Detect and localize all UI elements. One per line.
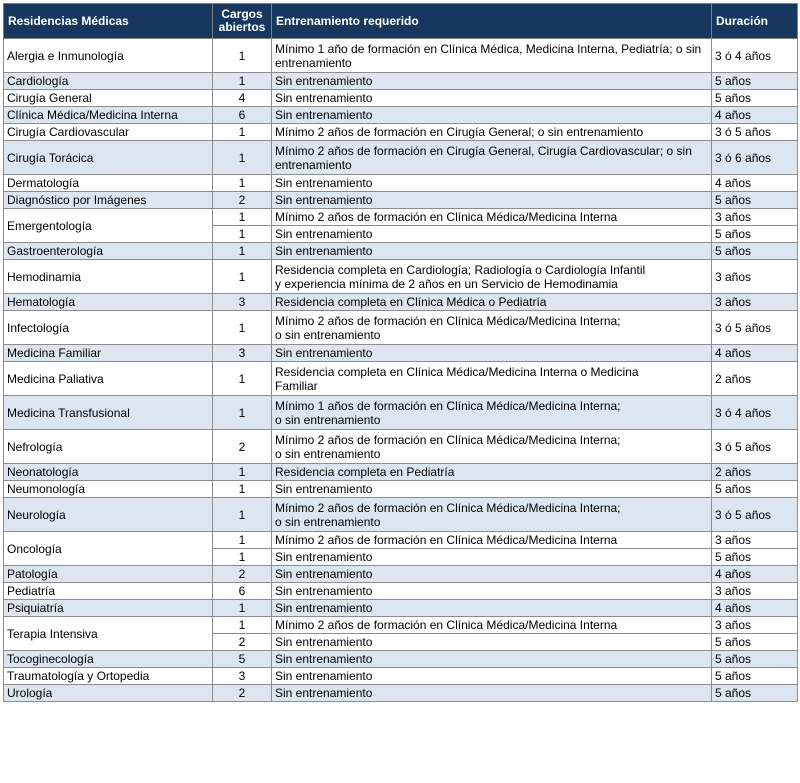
residency-name-cell: Gastroenterología xyxy=(4,243,213,260)
duration-cell: 5 años xyxy=(712,192,798,209)
table-row xyxy=(4,498,798,532)
training-cell: Residencia completa en Clínica Médica o Pediatría xyxy=(272,294,712,311)
training-cell: Sin entrenamiento xyxy=(272,107,712,124)
training-cell: Sin entrenamiento xyxy=(272,90,712,107)
residency-name-cell: Hematología xyxy=(4,294,213,311)
positions-cell: 2 xyxy=(213,430,272,464)
duration-cell: 3 años xyxy=(712,617,798,634)
duration-cell: 5 años xyxy=(712,549,798,566)
positions-cell: 6 xyxy=(213,583,272,600)
table-row xyxy=(4,39,798,73)
training-cell: Sin entrenamiento xyxy=(272,583,712,600)
residency-name-cell: Diagnóstico por Imágenes xyxy=(4,192,213,209)
residencies-table xyxy=(3,3,798,702)
table-row xyxy=(4,124,798,141)
positions-cell: 1 xyxy=(213,600,272,617)
positions-cell: 1 xyxy=(213,209,272,226)
table-row xyxy=(4,141,798,175)
duration-cell: 3 años xyxy=(712,532,798,549)
duration-cell: 3 ó 4 años xyxy=(712,396,798,430)
positions-cell: 1 xyxy=(213,260,272,294)
residency-name-cell: Medicina Paliativa xyxy=(4,362,213,396)
table-row xyxy=(4,685,798,702)
duration-cell: 5 años xyxy=(712,651,798,668)
duration-cell: 5 años xyxy=(712,243,798,260)
training-cell: Sin entrenamiento xyxy=(272,226,712,243)
training-cell: Mínimo 2 años de formación en Clínica Médica/Medicina Interna xyxy=(272,209,712,226)
duration-cell: 5 años xyxy=(712,685,798,702)
residency-name-cell: Neumonología xyxy=(4,481,213,498)
table-row xyxy=(4,617,798,634)
residency-name-cell: Cirugía General xyxy=(4,90,213,107)
positions-cell: 5 xyxy=(213,651,272,668)
positions-cell: 1 xyxy=(213,175,272,192)
duration-cell: 3 ó 6 años xyxy=(712,141,798,175)
training-cell: Sin entrenamiento xyxy=(272,192,712,209)
residency-name-cell: Dermatología xyxy=(4,175,213,192)
table-row xyxy=(4,668,798,685)
training-cell: Mínimo 2 años de formación en Clínica Médica/Medicina Interna; o sin entrenamiento xyxy=(272,498,712,532)
duration-cell: 5 años xyxy=(712,73,798,90)
duration-cell: 3 ó 5 años xyxy=(712,311,798,345)
training-cell: Sin entrenamiento xyxy=(272,685,712,702)
residency-name-cell: Infectología xyxy=(4,311,213,345)
duration-cell: 3 años xyxy=(712,209,798,226)
residency-name-cell: Traumatología y Ortopedia xyxy=(4,668,213,685)
training-cell: Sin entrenamiento xyxy=(272,600,712,617)
positions-cell: 3 xyxy=(213,345,272,362)
residency-name-cell: Psiquiatría xyxy=(4,600,213,617)
positions-cell: 1 xyxy=(213,226,272,243)
training-cell: Mínimo 2 años de formación en Clínica Médica/Medicina Interna xyxy=(272,532,712,549)
table-row xyxy=(4,209,798,226)
table-row xyxy=(4,192,798,209)
table-row xyxy=(4,260,798,294)
positions-cell: 1 xyxy=(213,362,272,396)
residency-name-cell: Emergentología xyxy=(4,209,213,243)
training-cell: Sin entrenamiento xyxy=(272,481,712,498)
duration-cell: 3 ó 5 años xyxy=(712,124,798,141)
positions-cell: 1 xyxy=(213,617,272,634)
duration-cell: 3 años xyxy=(712,260,798,294)
training-cell: Sin entrenamiento xyxy=(272,668,712,685)
table-row xyxy=(4,600,798,617)
duration-cell: 3 ó 4 años xyxy=(712,39,798,73)
table-row xyxy=(4,107,798,124)
residency-name-cell: Cirugía Cardiovascular xyxy=(4,124,213,141)
table-row xyxy=(4,583,798,600)
duration-cell: 4 años xyxy=(712,566,798,583)
table-row xyxy=(4,362,798,396)
header-residency: Residencias Médicas xyxy=(4,4,213,39)
positions-cell: 3 xyxy=(213,668,272,685)
positions-cell: 1 xyxy=(213,39,272,73)
training-cell: Sin entrenamiento xyxy=(272,345,712,362)
positions-cell: 1 xyxy=(213,311,272,345)
positions-cell: 1 xyxy=(213,549,272,566)
duration-cell: 5 años xyxy=(712,481,798,498)
residency-name-cell: Urología xyxy=(4,685,213,702)
residency-name-cell: Neonatología xyxy=(4,464,213,481)
residency-name-cell: Oncología xyxy=(4,532,213,566)
header-training: Entrenamiento requerido xyxy=(272,4,712,39)
residency-name-cell: Cardiología xyxy=(4,73,213,90)
positions-cell: 2 xyxy=(213,634,272,651)
positions-cell: 2 xyxy=(213,566,272,583)
positions-cell: 1 xyxy=(213,464,272,481)
table-row xyxy=(4,566,798,583)
residency-name-cell: Cirugía Torácica xyxy=(4,141,213,175)
duration-cell: 4 años xyxy=(712,175,798,192)
duration-cell: 3 años xyxy=(712,294,798,311)
positions-cell: 2 xyxy=(213,192,272,209)
duration-cell: 4 años xyxy=(712,107,798,124)
table-row xyxy=(4,294,798,311)
positions-cell: 1 xyxy=(213,141,272,175)
duration-cell: 4 años xyxy=(712,345,798,362)
training-cell: Mínimo 1 años de formación en Clínica Médica/Medicina Interna; o sin entrenamiento xyxy=(272,396,712,430)
positions-cell: 1 xyxy=(213,498,272,532)
duration-cell: 5 años xyxy=(712,634,798,651)
duration-cell: 2 años xyxy=(712,362,798,396)
duration-cell: 5 años xyxy=(712,90,798,107)
positions-cell: 3 xyxy=(213,294,272,311)
positions-cell: 1 xyxy=(213,73,272,90)
training-cell: Residencia completa en Pediatría xyxy=(272,464,712,481)
residency-name-cell: Medicina Familiar xyxy=(4,345,213,362)
header-duration: Duración xyxy=(712,4,798,39)
table-row xyxy=(4,651,798,668)
positions-cell: 1 xyxy=(213,124,272,141)
table-row xyxy=(4,396,798,430)
table-row xyxy=(4,481,798,498)
training-cell: Sin entrenamiento xyxy=(272,566,712,583)
training-cell: Sin entrenamiento xyxy=(272,73,712,90)
header-positions: Cargos abiertos xyxy=(213,4,272,39)
training-cell: Mínimo 2 años de formación en Clínica Médica/Medicina Interna; o sin entrenamiento xyxy=(272,311,712,345)
table-row xyxy=(4,532,798,549)
training-cell: Mínimo 2 años de formación en Cirugía General, Cirugía Cardiovascular; o sin entrenamiento xyxy=(272,141,712,175)
residency-name-cell: Medicina Transfusional xyxy=(4,396,213,430)
residency-name-cell: Nefrología xyxy=(4,430,213,464)
residency-name-cell: Patología xyxy=(4,566,213,583)
duration-cell: 3 años xyxy=(712,583,798,600)
training-cell: Mínimo 2 años de formación en Clínica Médica/Medicina Interna; o sin entrenamiento xyxy=(272,430,712,464)
table-row xyxy=(4,464,798,481)
residency-name-cell: Tocoginecología xyxy=(4,651,213,668)
training-cell: Sin entrenamiento xyxy=(272,651,712,668)
training-cell: Sin entrenamiento xyxy=(272,634,712,651)
positions-cell: 1 xyxy=(213,481,272,498)
table-row xyxy=(4,243,798,260)
positions-cell: 1 xyxy=(213,243,272,260)
training-cell: Residencia completa en Clínica Médica/Medicina Interna o Medicina Familiar xyxy=(272,362,712,396)
table-row xyxy=(4,430,798,464)
table-body xyxy=(4,39,798,702)
table-row xyxy=(4,345,798,362)
training-cell: Residencia completa en Cardiología; Radiología o Cardiología Infantil y experiencia mínima de 2 años en un Servicio de Hemodinamia xyxy=(272,260,712,294)
table-row xyxy=(4,90,798,107)
positions-cell: 1 xyxy=(213,396,272,430)
residency-name-cell: Clínica Médica/Medicina Interna xyxy=(4,107,213,124)
duration-cell: 3 ó 5 años xyxy=(712,430,798,464)
duration-cell: 2 años xyxy=(712,464,798,481)
duration-cell: 3 ó 5 años xyxy=(712,498,798,532)
table-row xyxy=(4,73,798,90)
table-header-row xyxy=(4,4,798,39)
positions-cell: 4 xyxy=(213,90,272,107)
residency-name-cell: Neurología xyxy=(4,498,213,532)
training-cell: Sin entrenamiento xyxy=(272,549,712,566)
table-row xyxy=(4,311,798,345)
training-cell: Sin entrenamiento xyxy=(272,243,712,260)
duration-cell: 5 años xyxy=(712,668,798,685)
training-cell: Mínimo 1 año de formación en Clínica Médica, Medicina Interna, Pediatría; o sin entrenamiento xyxy=(272,39,712,73)
positions-cell: 1 xyxy=(213,532,272,549)
training-cell: Mínimo 2 años de formación en Cirugía General; o sin entrenamiento xyxy=(272,124,712,141)
table-row xyxy=(4,175,798,192)
duration-cell: 5 años xyxy=(712,226,798,243)
residency-name-cell: Pediatría xyxy=(4,583,213,600)
training-cell: Sin entrenamiento xyxy=(272,175,712,192)
residency-name-cell: Terapia Intensiva xyxy=(4,617,213,651)
residencies-table-container xyxy=(3,3,797,702)
positions-cell: 2 xyxy=(213,685,272,702)
residency-name-cell: Hemodinamia xyxy=(4,260,213,294)
duration-cell: 4 años xyxy=(712,600,798,617)
positions-cell: 6 xyxy=(213,107,272,124)
residency-name-cell: Alergia e Inmunología xyxy=(4,39,213,73)
training-cell: Mínimo 2 años de formación en Clínica Médica/Medicina Interna xyxy=(272,617,712,634)
